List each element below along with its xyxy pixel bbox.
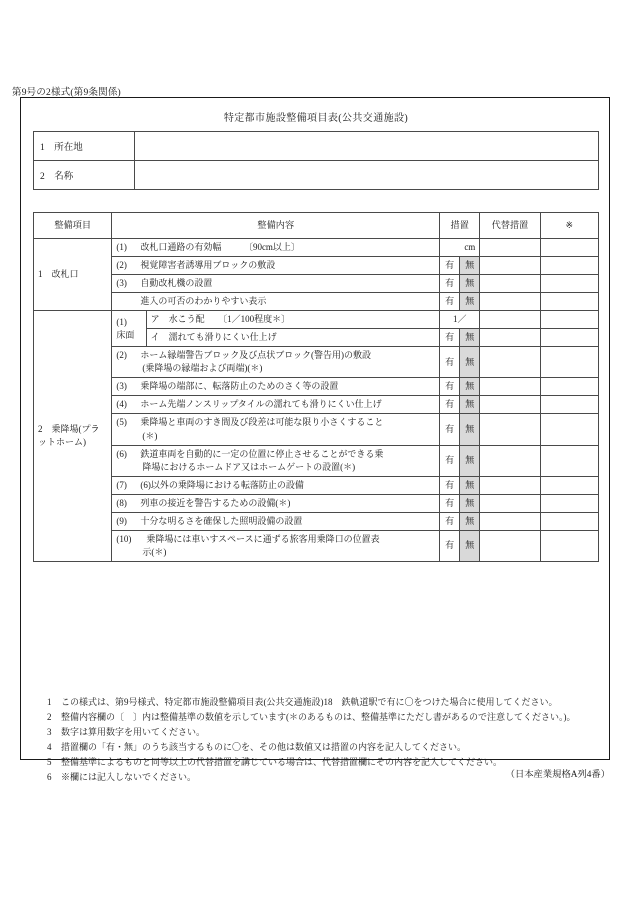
note-cell [540, 476, 598, 494]
alternative-cell[interactable] [480, 239, 540, 257]
alternative-cell[interactable] [480, 347, 540, 378]
item-text: ア 水こう配 [150, 314, 205, 325]
item-text: 改札口通路の有効幅 [140, 242, 222, 252]
alternative-cell[interactable] [480, 293, 540, 311]
measure-yes-cell[interactable]: 有 [440, 293, 460, 311]
header-measure: 措置 [440, 213, 480, 239]
table-row [34, 378, 599, 396]
measure-yes-cell[interactable]: 有 [440, 445, 460, 476]
item-number: (2) [116, 260, 127, 271]
measure-yes-cell[interactable]: 有 [440, 329, 460, 347]
item-text: 乗降場には車いすスペースに通ずる旅客用乗降口の位置表 [146, 533, 380, 544]
name-label: 2 名称 [34, 161, 135, 190]
item-number: (8) [116, 497, 127, 508]
name-field[interactable] [135, 161, 599, 190]
item-text-line2: 降場におけるホームドア又はホームゲートの設置(＊) [142, 461, 356, 472]
table-row [34, 512, 599, 530]
footnote-number: 6 [47, 772, 52, 783]
item-text-line2: (乗降場の縁端および両端)(＊) [142, 363, 263, 374]
measure-no-cell[interactable]: 無 [460, 414, 480, 445]
note-cell [540, 239, 598, 257]
table-row [34, 311, 599, 329]
item-text: 十分な明るさを確保した照明設備の設置 [140, 515, 303, 526]
measure-no-cell[interactable]: 無 [460, 275, 480, 293]
subgroup-floor-surface [112, 311, 146, 347]
item-text: 乗降場の端部に、転落防止のためのさく等の設置 [140, 381, 339, 392]
item-number: (6) [116, 448, 127, 459]
item-text: ホーム先端ノンスリップタイルの濡れても滑りにくい仕上げ [140, 399, 382, 410]
section-label-platform: 2 乗降場(プラットホーム) [34, 311, 112, 562]
note-cell [540, 445, 598, 476]
alternative-cell[interactable] [480, 494, 540, 512]
alternative-cell[interactable] [480, 445, 540, 476]
measure-no-cell[interactable]: 無 [460, 293, 480, 311]
subgroup-number: (1) [116, 316, 127, 327]
measure-ratio-cell[interactable]: 1／ [440, 311, 480, 329]
form-inner-content [33, 106, 599, 562]
table-row [34, 161, 599, 190]
table-row [34, 293, 599, 311]
table-row [34, 414, 599, 445]
measure-no-cell[interactable]: 無 [460, 530, 480, 561]
footnote-number: 1 [47, 697, 52, 707]
form-number: 第9号の2様式(第9条関係) [12, 88, 121, 98]
item-number: (3) [116, 278, 127, 289]
measure-no-cell[interactable]: 無 [460, 329, 480, 347]
item-text: 進入の可否のわかりやすい表示 [140, 296, 267, 307]
table-row [34, 132, 599, 161]
item-content [112, 275, 440, 293]
footnote-number: 5 [47, 757, 52, 768]
measure-yes-cell[interactable]: 有 [440, 378, 460, 396]
item-content [112, 396, 440, 414]
footnote-text: この様式は、第9号様式、特定都市施設整備項目表(公共交通施設)18 鉄軌道駅で有に〇をつけた場合に使用してください。 [61, 697, 558, 707]
measure-unit-cell[interactable]: cm [440, 239, 480, 257]
subgroup-text: 床面 [116, 329, 135, 340]
note-cell [540, 257, 598, 275]
item-content [146, 311, 440, 329]
item-text-line2: (＊) [142, 430, 158, 441]
item-content [112, 378, 440, 396]
measure-no-cell[interactable]: 無 [460, 347, 480, 378]
table-row [34, 257, 599, 275]
footnote-text: 整備内容欄の〔 〕内は整備基準の数値を示しています(＊のあるものは、整備基準にただし書があるので注意してください。)。 [61, 712, 576, 723]
item-bracket: 〔90cm以上〕 [248, 242, 300, 252]
item-text: 列車の接近を警告するための設備(＊) [140, 497, 291, 508]
measure-no-cell[interactable]: 無 [460, 396, 480, 414]
note-cell [540, 347, 598, 378]
item-content [112, 414, 440, 445]
measure-yes-cell[interactable]: 有 [440, 494, 460, 512]
alternative-cell[interactable] [480, 396, 540, 414]
note-cell [540, 329, 598, 347]
item-text: 乗降場と車両のすき間及び段差は可能な限り小さくすること [140, 417, 384, 428]
table-row [34, 396, 599, 414]
measure-yes-cell[interactable]: 有 [440, 414, 460, 445]
table-row [34, 347, 599, 378]
alternative-cell[interactable] [480, 311, 540, 329]
note-cell [540, 378, 598, 396]
item-number: (10) [116, 533, 132, 544]
table-header-row [34, 213, 599, 239]
item-text-line2: 示(＊) [142, 546, 167, 557]
location-label: 1 所在地 [34, 132, 135, 161]
item-number: (4) [116, 399, 127, 410]
note-cell [540, 396, 598, 414]
table-row [34, 239, 599, 257]
note-cell [540, 275, 598, 293]
item-text: 視覚障害者誘導用ブロックの敷設 [140, 260, 276, 271]
item-content [112, 257, 440, 275]
footnote-item [43, 695, 603, 710]
alternative-cell[interactable] [480, 530, 540, 561]
table-row [34, 445, 599, 476]
measure-no-cell[interactable]: 無 [460, 476, 480, 494]
alternative-cell[interactable] [480, 414, 540, 445]
item-content [112, 530, 440, 561]
measure-no-cell[interactable]: 無 [460, 512, 480, 530]
note-cell [540, 494, 598, 512]
footnote-text: 数字は算用数字を用いてください。 [61, 727, 206, 738]
measure-no-cell[interactable]: 無 [460, 445, 480, 476]
item-text: 自動改札機の設置 [140, 278, 213, 289]
table-row [34, 275, 599, 293]
item-text: (6)以外の乗降場における転落防止の設備 [140, 479, 304, 490]
item-number: (3) [116, 381, 127, 392]
footnote-item [43, 710, 603, 725]
footnote-text: ※欄には記入しないでください。 [61, 772, 197, 783]
item-content [112, 445, 440, 476]
document-title: 特定都市施設整備項目表(公共交通施設) [223, 113, 409, 124]
note-cell [540, 512, 598, 530]
header-item: 整備項目 [34, 213, 112, 239]
note-cell [540, 311, 598, 329]
item-number: (1) [116, 242, 127, 252]
note-cell [540, 530, 598, 561]
footnote-text: 措置欄の「有・無」のうち該当するものに〇を、その他は数値又は措置の内容を記入してください。 [61, 742, 467, 753]
section-label-ticket-gate: 1 改札口 [34, 239, 112, 311]
footnote-number: 2 [47, 712, 52, 723]
item-number: (2) [116, 350, 127, 361]
item-number: (5) [116, 417, 127, 428]
item-text: 鉄道車両を自動的に一定の位置に停止させることができる乗 [140, 448, 384, 459]
item-text: ホーム縁端警告ブロック及び点状ブロック(警告用)の敷設 [140, 350, 372, 361]
measure-yes-cell[interactable]: 有 [440, 512, 460, 530]
header-alternative: 代替措置 [480, 213, 540, 239]
measure-no-cell[interactable]: 無 [460, 494, 480, 512]
item-content [112, 494, 440, 512]
item-content [112, 347, 440, 378]
item-content-sub [112, 293, 440, 311]
item-content [146, 329, 440, 347]
measure-yes-cell[interactable]: 有 [440, 347, 460, 378]
footnote-text: 整備基準によるものと同等以上の代替措置を講じている場合は、代替措置欄にその内容を記入してください。 [61, 757, 503, 768]
table-row [34, 476, 599, 494]
alternative-cell[interactable] [480, 476, 540, 494]
header-note: ※ [540, 213, 598, 239]
table-row [34, 530, 599, 561]
item-content [112, 239, 440, 257]
table-row [34, 494, 599, 512]
measure-no-cell[interactable]: 無 [460, 378, 480, 396]
header-content: 整備内容 [112, 213, 440, 239]
measure-yes-cell[interactable]: 有 [440, 530, 460, 561]
location-field[interactable] [135, 132, 599, 161]
identification-table [33, 131, 599, 190]
item-content [112, 512, 440, 530]
table-gap [33, 190, 599, 212]
item-number: (9) [116, 515, 127, 526]
item-number: (7) [116, 479, 127, 490]
alternative-cell[interactable] [480, 512, 540, 530]
alternative-cell[interactable] [480, 257, 540, 275]
measure-yes-cell[interactable]: 有 [440, 476, 460, 494]
footnote-item [43, 740, 603, 755]
note-cell [540, 293, 598, 311]
maintenance-items-table [33, 212, 599, 562]
item-content [112, 476, 440, 494]
footnote-number: 3 [47, 727, 52, 738]
paper-standard-note: （日本産業規格A列4番） [505, 770, 610, 780]
measure-yes-cell[interactable]: 有 [440, 275, 460, 293]
alternative-cell[interactable] [480, 329, 540, 347]
alternative-cell[interactable] [480, 378, 540, 396]
measure-no-cell[interactable]: 無 [460, 257, 480, 275]
measure-yes-cell[interactable]: 有 [440, 396, 460, 414]
note-cell [540, 414, 598, 445]
item-bracket: 〔1／100程度＊〕 [222, 314, 291, 325]
footnote-number: 4 [47, 742, 52, 753]
measure-yes-cell[interactable]: 有 [440, 257, 460, 275]
alternative-cell[interactable] [480, 275, 540, 293]
footnote-item [43, 725, 603, 740]
item-text: イ 濡れても滑りにくい仕上げ [150, 332, 277, 343]
